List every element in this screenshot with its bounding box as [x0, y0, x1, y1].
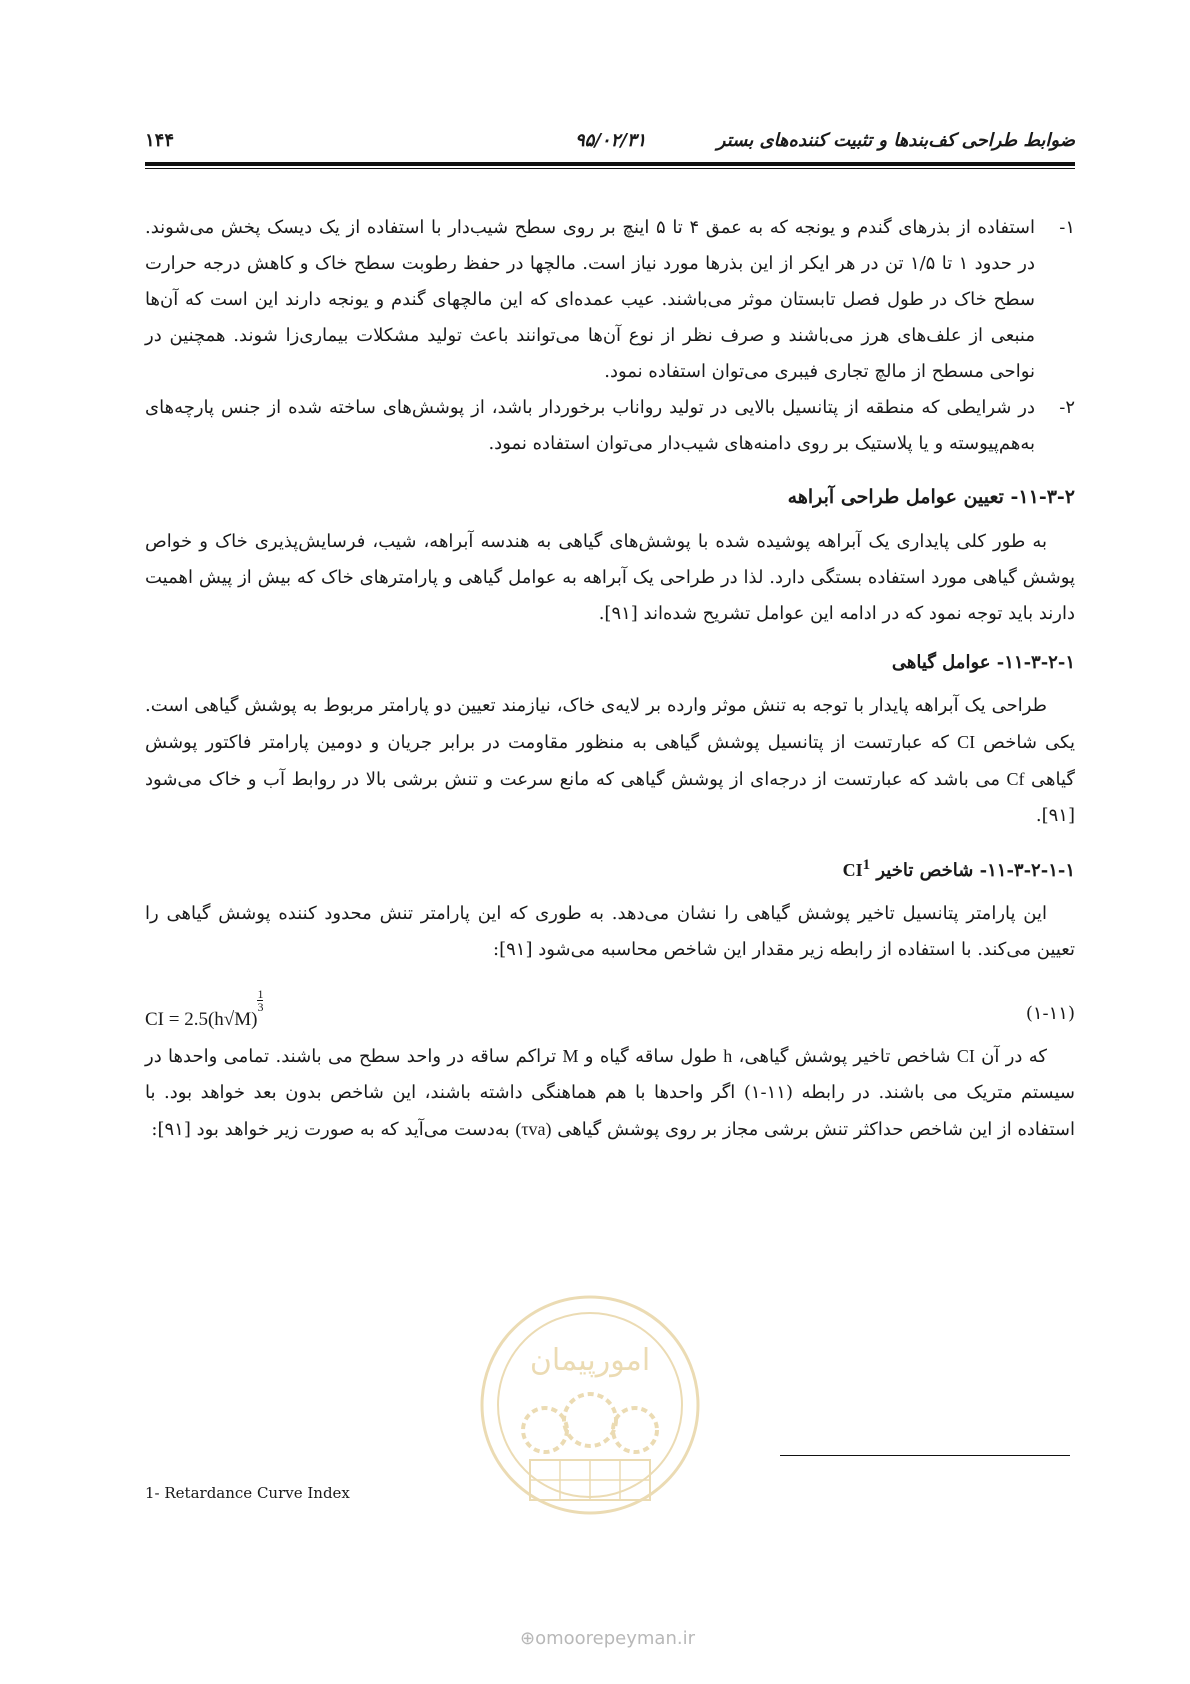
header-title: ضوابط طراحی کف‌بندها و تثبیت کننده‌های بستر	[716, 130, 1075, 151]
symbol-h: h	[723, 1046, 733, 1066]
watermark-site	[520, 1628, 695, 1649]
footnote-marker: 1	[862, 857, 871, 873]
symbol-ci: CI	[956, 1046, 975, 1066]
symbol-cf: Cf	[1006, 769, 1025, 789]
equation-exponent	[257, 988, 263, 1013]
section-heading: ۱۱-۳-۲- تعیین عوامل طراحی آبراهه	[787, 486, 1075, 508]
footnote: 1- Retardance Curve Index	[145, 1484, 350, 1502]
watermark-logo	[475, 1290, 705, 1520]
subsection-heading: ۱۱-۳-۲-۱- عوامل گیاهی	[891, 652, 1075, 673]
equation-number: (۱-۱۱)	[1025, 1003, 1075, 1024]
text-run: به‌دست می‌آید که به صورت زیر خواهد بود [۹۱]:	[151, 1119, 516, 1140]
exponent-denominator: 3	[257, 1000, 264, 1014]
text-run: که عبارتست از پتانسیل پوشش گیاهی به منظور مقاومت در برابر جریان و دومین پارامتر فاکتور پوشش گیاهی	[145, 732, 1075, 790]
text-run: طراحی یک آبراهه پایدار با توجه به تنش موثر وارده بر لایه‌ی خاک، نیازمند تعیین دو پارامتر مربوط به پوشش گیاهی است. یکی شاخص	[145, 695, 1075, 753]
text-run: تراکم ساقه در واحد سطح می باشند. تمامی واحدها در سیستم متریک می باشند. در رابطه (۱۱-۱) اگر واحدها با هم هماهنگی داشته باشند، این شاخص بدون بعد خواهد بود. با استفاده از این شاخص حداکثر تنش برشی مجاز بر روی پوشش گیاهی	[145, 1046, 1076, 1140]
globe-icon: ⊕	[520, 1628, 536, 1649]
list-item	[145, 210, 1075, 390]
exponent-numerator: 1	[257, 987, 264, 1001]
symbol-ci: CI	[957, 732, 976, 752]
header-rule-thin	[145, 168, 1075, 169]
list-item-text: در شرایطی که منطقه از پتانسیل بالایی در تولید رواناب برخوردار باشد، از پوشش‌های ساخته شده از جنس پارچه‌های به‌هم‌پیوسته و یا پلاستیک بر روی دامنه‌های شیب‌دار می‌توان استفاده نمود.	[145, 397, 1035, 454]
header-date: ۹۵/۰۲/۳۱	[575, 130, 647, 151]
section-paragraph: به طور کلی پایداری یک آبراهه پوشیده شده با پوشش‌های گیاهی به هندسه آبراهه، شیب، فرسایش‌پذیری خاک و خواص پوشش گیاهی مورد استفاده بستگی دارد. لذا در طراحی یک آبراهه به عوامل گیاهی و پارامترهای خاک که بیش از پیش اهمیت دارند باید توجه نمود که در ادامه این عوامل تشریح شده‌اند [۹۱].	[145, 531, 1075, 624]
symbol-m: M	[562, 1046, 579, 1066]
subsubsection-heading	[145, 848, 1075, 888]
page-header	[145, 130, 1075, 158]
page-number: ۱۴۴	[145, 130, 175, 151]
list-item-number: ۱-	[1059, 217, 1075, 238]
heading-text: ۱۱-۳-۲-۱-۱- شاخص تاخیر	[876, 860, 1075, 881]
explanation-paragraph	[145, 1038, 1075, 1148]
list-item-text: استفاده از بذرهای گندم و یونجه که به عمق ۴ تا ۵ اینچ بر روی سطح شیب‌دار با استفاده از یک دیسک پخش می‌شوند. در حدود ۱ تا ۱/۵ تن در هر ایکر از این بذرها مورد نیاز است. مالچها در حفظ رطوبت سطح خاک و کاهش درجه حرارت سطح خاک در طول فصل تابستان موثر می‌باشند. عیب عمده‌ای که این مالچهای گندم و یونجه دارند این است که آن‌ها منبعی از علف‌های هرز می‌باشند و صرف نظر از نوع آن‌ها می‌توانند باعث تولید مشکلات بیماری‌زا شوند. همچنین در نواحی مسطح از مالچ تجاری فیبری می‌توان استفاده نمود.	[145, 217, 1035, 382]
header-rule-thick	[145, 162, 1075, 166]
symbol-ci: CI	[842, 860, 863, 880]
equation	[145, 974, 1075, 1034]
subsection-paragraph	[145, 688, 1075, 834]
equation-expression	[145, 988, 263, 1038]
subsubsection-paragraph: این پارامتر پتانسیل تاخیر پوشش گیاهی را نشان می‌دهد. به طوری که این پارامتر تنش محدود کننده پوشش گیاهی را تعیین می‌کند. با استفاده از رابطه زیر مقدار این شاخص محاسبه می‌شود [۹۱]:	[145, 903, 1075, 960]
text-run: طول ساقه گیاه و	[578, 1046, 724, 1067]
text-run: می باشد که عبارتست از درجه‌ای از پوشش گیاهی که مانع سرعت و تنش برشی بالا در روابط آب و خاک می‌شود [۹۱].	[145, 769, 1075, 826]
text-run: شاخص تاخیر پوشش گیاهی،	[732, 1046, 957, 1067]
watermark-url: omoorepeyman.ir	[535, 1628, 695, 1649]
heading-symbol	[842, 857, 871, 880]
list-item-number: ۲-	[1059, 397, 1075, 418]
footnote-rule	[780, 1455, 1070, 1456]
symbol-tau: (τva)	[515, 1119, 552, 1139]
document-body	[145, 210, 1075, 1148]
equation-lhs: CI = 2.5(h√M)	[145, 1009, 258, 1030]
numbered-list	[145, 210, 1075, 462]
list-item	[145, 390, 1075, 462]
svg-text:امورپیمان: امورپیمان	[529, 1343, 651, 1378]
text-run: که در آن	[974, 1046, 1048, 1067]
